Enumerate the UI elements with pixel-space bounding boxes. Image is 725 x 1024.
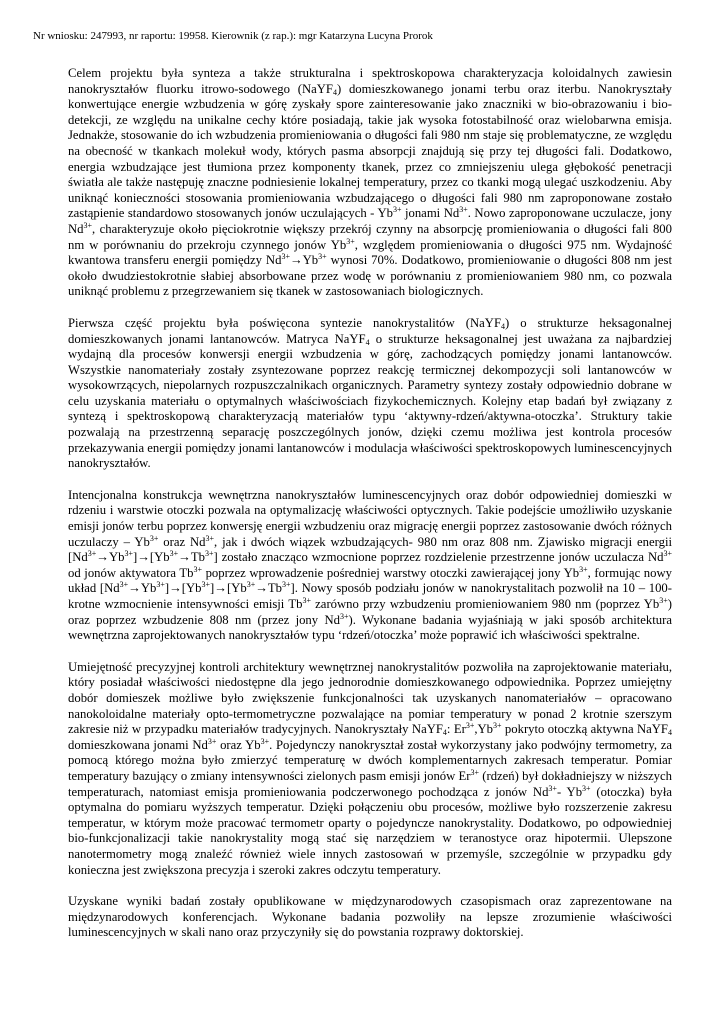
- superscript: 3+: [548, 783, 557, 793]
- text-run: zarówno przy wzbudzeniu promieniowaniem 980 nm (poprzez Yb: [310, 597, 660, 611]
- text-run: Celem projektu była synteza a także strukturalna i spektroskopowa charakteryzacja koloidalnych zawiesin nanokryształów fluorku itrowo-sodowego (NaYF: [68, 66, 672, 96]
- superscript: 3+: [579, 564, 588, 574]
- text-run: - Yb: [556, 784, 583, 799]
- superscript: 3+: [87, 549, 97, 559]
- text-run: ). Wykonane badania wyjaśniają w jaki sposób architektura wewnętrzna zaprojektowanych nanokryształów typu ‘rdzeń/otoczka’ może poprawić ich właściwości spektralne.: [68, 612, 672, 643]
- subscript: 4: [332, 87, 337, 97]
- text-run: oraz Nd: [158, 534, 206, 549]
- text-run: ] zostało znacząco wzmocnione poprzez rozdzielenie przestrzenne jonów uczulacza Nd: [213, 550, 664, 565]
- text-run: o strukturze heksagonalnej jest uważana za najbardziej wydajną dla procesów konwersji energii wzbudzenia w górę, zachodzących pomiędzy jonami lantanowców. Wszystkie nanomateriały zostały zsyntezowane poprzez reakcję termicznej dekompozycji soli lantanowców w wysokowrzących, niepolarnych rozpuszczalnikach organicznych. Parametry syntezy zostały odpowiednio dobrane w celu uzyskania materiału o optymalnych właściwościach fizykochemicznych. Kolejny etap badań był związany z syntezą i spektroskopową charakteryzacją materiałów typu ‘aktywny-rdzeń/aktywna-otoczka’. Struktury takie pozwalają na przestrzenną separację poszczególnych jonów, dzięki czemu możliwa jest kontrola procesów przekazywania energii pomiędzy jonami lantanowców i modulacja właściwości spektroskopowych luminescencyjnych nanokryształów.: [68, 331, 673, 471]
- text-run: : Er: [446, 722, 466, 737]
- superscript: 3+: [83, 220, 93, 230]
- superscript: 3+: [470, 767, 480, 777]
- text-run: ) o strukturze heksagonalnej domieszkowanych jonami lantanowców. Matryca NaYF: [68, 315, 672, 346]
- text-run: ) oraz poprzez wzbudzenie 808 nm (przez jony Nd: [68, 597, 672, 627]
- text-run: Umiejętność precyzyjnej kontroli architektury wewnętrznej nanokrystalitów pozwoliła na zaprojektowanie materiału, który posiadał właściwości niedostępne dla jego jednorodnie domieszkowanego odpowiednika. Poprzez umiejętny dobór domieszek możliwe było zwiększenie funkcjonalności tak uzyskanych nanomateriałów – opracowano nanokoloidalne materiały opto-termometryczne pozwalające na pomiar temperatury w ponad 2 krotnie szerszym zakresie niż w przypadku materiałów tradycyjnych. Nanokryształy NaYF: [68, 659, 672, 737]
- text-run: →Tb: [255, 581, 282, 596]
- text-run: ) domieszkowanego jonami terbu oraz iterbu. Nanokryształy konwertujące energie wzbudzenia w górę zyskały spore zainteresowanie jako znaczniki w bio-obrazowaniu i bio-detekcji, ze względu na unikalne cechy które posiadają, takie jak wysoka fotostabilność oraz wielobarwna emisja. Jednakże, stosowanie do ich wzbudzenia promieniowania o długości fali 980 nm staje się problematyczne, ze względu na obecność w tkankach molekuł wody, których pasma absorpcji znajdują się przy tej długości fali. Dodatkowo, energia wzbudzające jest tłumiona przez komponenty tkanek, przez co zmniejszeniu ulega głębokość penetracji światła ale także następuję znaczne podniesienie lokalnej temperatury, przez co tkanki mogą ulegać uszkodzeniu. Aby uniknąć konieczności stosowania promieniowania wzbudzającego o długości fali 980 nm zaproponowane zostało zastąpienie standardowo stosowanych jonów uczulających - Yb: [68, 81, 672, 221]
- subscript: 4: [667, 728, 672, 738]
- superscript: 3+: [119, 580, 129, 590]
- text-run: ]→[Yb: [210, 581, 247, 596]
- text-run: , względem promieniowania o długości 975 nm. Wydajność kwantowa transferu energii pomiędzy Nd: [68, 237, 672, 268]
- superscript: 3+: [465, 721, 475, 731]
- document-body: [68, 66, 672, 957]
- superscript: 3+: [281, 252, 290, 262]
- superscript: 3+: [339, 611, 349, 621]
- text-run: (rdzeń) był dokładniejszy w niższych temperaturach, natomiast emisja promieniowania podczerwonego pochodząca z jonów Nd: [68, 768, 672, 799]
- text-run: →Tb: [178, 550, 205, 565]
- text-run: ]→[Yb: [164, 581, 202, 596]
- page-header: Nr wniosku: 247993, nr raportu: 19958. Kierownik (z rap.): mgr Katarzyna Lucyna Prorok: [33, 30, 433, 42]
- text-run: pokryto otoczką aktywna NaYF: [501, 722, 668, 737]
- text-run: ,Yb: [474, 722, 494, 737]
- text-run: domieszkowana jonami Nd: [68, 737, 208, 752]
- text-run: . Nowo zaproponowane uczulacze, jony Nd: [68, 206, 672, 236]
- text-run: ]. Nowy sposób podziału jonów w nanokrystalitach pozwolił na 10 – 100-krotne wzmocnienie intensywności emisji Tb: [68, 581, 672, 611]
- text-run: ]→[Yb: [132, 550, 170, 565]
- superscript: 3+: [582, 783, 591, 793]
- superscript: 3+: [318, 252, 327, 262]
- superscript: 3+: [193, 564, 202, 574]
- text-run: , jak i dwóch wiązek wzbudzających- 980 nm oraz 808 nm. Zjawisko migracji energii [Nd: [68, 534, 672, 565]
- superscript: 3+: [282, 580, 291, 590]
- text-run: . Pojedynczy nanokryształ został wykorzystany jako podwójny termometry, za pomocą którego można było zmierzyć temperaturę w dwóch komplementarnych zakresach temperatur. Pomiar temperatury bazujący o zmiany intensywności zielonych pasm emisji jonów Er: [68, 737, 672, 783]
- superscript: 3+: [169, 549, 179, 559]
- superscript: 3+: [204, 549, 214, 559]
- superscript: 3+: [205, 533, 215, 543]
- text-run: Uzyskane wyniki badań zostały opublikowane w międzynarodowych czasopismach oraz zaprezentowane na międzynarodowych konferencjach. Wykonane badania pozwoliły na lepsze zrozumienie właściwości luminescencyjnych w skali nano oraz przyczyniły się do powstania rozprawy doktorskiej.: [68, 894, 672, 940]
- text-run: Intencjonalna konstrukcja wewnętrzna nanokryształów luminescencyjnych oraz dobór odpowiedniej domieszki w rdzeniu i warstwie otoczki pozwala na optymalizację właściwości optycznych. Takie podejście umożliwiło uzyskanie emisji jonów terbu poprzez konwersję energii wzbudzeniu oraz migrację energii poprzez zastosowanie dwóch różnych uczulaczy – Yb: [68, 487, 672, 549]
- subscript: 4: [365, 337, 370, 347]
- superscript: 3+: [246, 580, 256, 590]
- superscript: 3+: [156, 580, 165, 590]
- superscript: 3+: [124, 549, 133, 559]
- text-run: →Yb: [96, 550, 125, 565]
- text-run: →Yb: [128, 581, 157, 596]
- superscript: 3+: [302, 596, 311, 605]
- superscript: 3+: [260, 736, 270, 746]
- paragraph-1: [68, 66, 672, 300]
- text-run: →Yb: [289, 253, 319, 268]
- superscript: 3+: [149, 533, 159, 543]
- subscript: 4: [501, 321, 506, 331]
- text-run: wynosi 70%. Dodatkowo, promieniowanie o długości 808 nm jest około dwudziestokrotnie słabiej absorbowane przez wodę w porównaniu z promieniowaniem 980 nm, co pozwala uniknąć problemu z przegrzewaniem się tkanek w zastosowaniach biologicznych.: [68, 253, 673, 299]
- superscript: 3+: [663, 549, 672, 559]
- text-run: Pierwsza część projektu była poświęcona syntezie nanokrystalitów (NaYF: [68, 315, 502, 330]
- paragraph-5: [68, 894, 672, 941]
- subscript: 4: [442, 728, 447, 738]
- paragraph-3: [68, 488, 672, 644]
- superscript: 3+: [346, 236, 355, 246]
- superscript: 3+: [493, 721, 502, 731]
- superscript: 3+: [659, 596, 668, 605]
- paragraph-2: [68, 316, 672, 472]
- text-run: , charakteryzuje około pięciokrotnie większy przekrój czynny na absorpcję promieniowania o długości fali 800 nm w porównaniu do przekroju czynnego jonów Yb: [68, 221, 672, 252]
- text-run: jonami Nd: [401, 206, 460, 221]
- superscript: 3+: [201, 580, 211, 590]
- text-run: oraz Yb: [216, 737, 261, 752]
- text-run: od jonów aktywatora Tb: [68, 565, 194, 580]
- superscript: 3+: [207, 736, 217, 746]
- text-run: (otoczka) była optymalna do pomiaru wyższych temperatur. Dzięki połączeniu obu procesów, możliwe było rozszerzenie zakresu temperatur, w którym może pracować termometr oparty o pojedyncze nanokrystality. Dodatkowo, po odpowiedniej bio-funkcjonalizacji takie nanokrystality mogą stać się narzędziem w teranostyce oraz hipotermii. Ulepszone nanotermometry mogą znaleźć również wiele innych zastosowań w przemyśle, szczególnie w przypadku gdy konieczna jest zwiększona precyzja i szeroki zakres odczytu temperatury.: [68, 784, 672, 877]
- paragraph-4: [68, 660, 672, 878]
- text-run: poprzez wprowadzenie pośredniej warstwy otoczki zawierającej jony Yb: [201, 565, 580, 580]
- text-run: , formując nowy układ [Nd: [68, 565, 672, 596]
- superscript: 3+: [392, 205, 402, 215]
- superscript: 3+: [459, 205, 468, 215]
